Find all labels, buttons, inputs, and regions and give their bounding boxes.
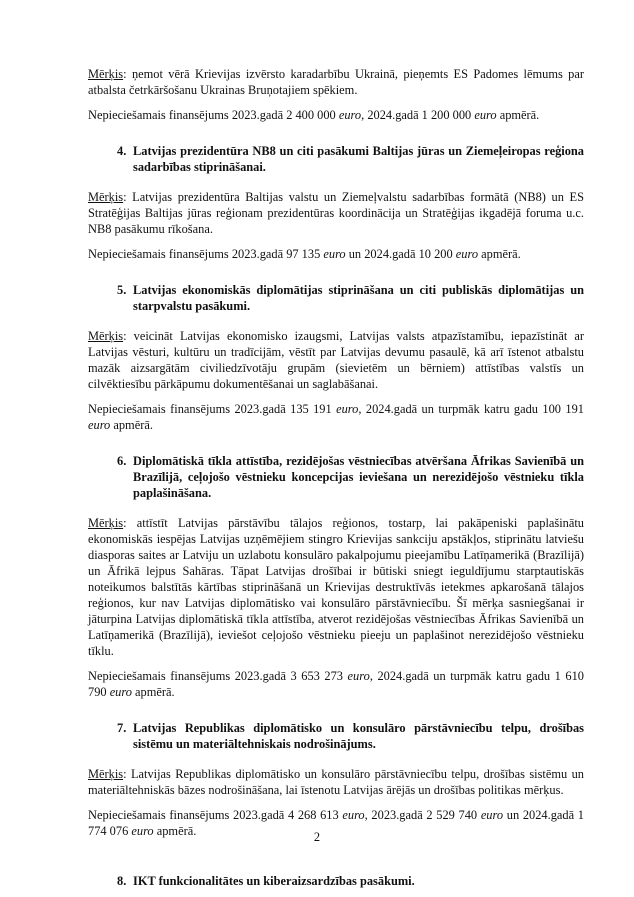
goal-label: Mērķis bbox=[88, 516, 124, 530]
goal-label: Mērķis bbox=[88, 190, 124, 204]
goal-paragraph bbox=[88, 328, 584, 392]
page-number: 2 bbox=[313, 830, 321, 844]
goal-text: : attīstīt Latvijas pārstāvību tālajos reģionos, tostarp, lai pakāpeniski paplašinātu ekonomiskās iespējas Latvijas uzņēmējiem stingro Krievijas sankciju apstākļos, stiprinātu latviešu diasporas saites ar Latviju un uzlabotu konsulāro pakalpojumu pieejamību Latīņamerikā (Brazīlijā) un Āfrikā lejpus Sahāras. Tāpat Latvijas drošībai ir būtiski sniegt ieguldījumu starptautiskās noteikumos balstītās kārtības stiprināšanā un Krievijas destruktīvās ietekmes apkarošanā tālajos reģionos, kur nav Latvijas diplomātisko vai konsulāro pārstāvniecību. Šī mērķa sasniegšanai ir jāturpina Latvijas diplomātiskā tīkla attīstība, atverot rezidējošas vēstniecības Āfrikas Savienībā un Latīņamerikā (Brazīlijā), ieviešot ceļojošo vēstnieku pieeju un paplašinot nerezidējošo vēstnieku tīklu. bbox=[88, 516, 584, 658]
currency-word: euro bbox=[323, 247, 346, 261]
funding-paragraph: Nepieciešamais finansējums 2023.gadā 135 191 euro, 2024.gadā un turpmāk katru gadu 100 191 euro apmērā. bbox=[88, 402, 584, 432]
funding-paragraph: Nepieciešamais finansējums 2023.gadā 3 653 273 euro, 2024.gadā un turpmāk katru gadu 1 610 790 euro apmērā. bbox=[88, 669, 585, 699]
currency-word: euro bbox=[342, 808, 365, 822]
goal-label: Mērķis bbox=[88, 767, 124, 781]
goal-label: Mērķis bbox=[88, 329, 124, 343]
section-title: Latvijas Republikas diplomātisko un konsulāro pārstāvniecību telpu, drošības sistēmu un materiāltehniskais nodrošinājums. bbox=[133, 721, 584, 751]
goal-paragraph bbox=[88, 189, 584, 237]
goal-text: : ņemot vērā Krievijas izvērsto karadarbību Ukrainā, pieņemts ES Padomes lēmums par atbalsta četrkāršošanu Ukrainas Bruņotajiem spēkiem. bbox=[88, 67, 584, 97]
goal-text: : veicināt Latvijas ekonomisko izaugsmi, Latvijas valsts atpazīstamību, iepazīstināt ar Latvijas vēsturi, kultūru un tradīcijām, vēstīt par Latvijas devumu pasaulē, kā arī īstenot atbalstu mazāk aizsargātām civiliedzīvotāju grupām (sievietēm un bērniem) attīstības valstīs un cilvēktiesību pārkāpumu dokumentēšanai un saglabāšanai. bbox=[88, 329, 584, 391]
section-number: 5. bbox=[117, 283, 127, 297]
currency-word: euro bbox=[347, 669, 370, 683]
section-title: IKT funkcionalitātes un kiberaizsardzības pasākumi. bbox=[133, 874, 415, 888]
goal-paragraph bbox=[88, 515, 584, 659]
section-number: 8. bbox=[117, 874, 127, 888]
currency-word: euro bbox=[480, 808, 504, 822]
document-page bbox=[88, 66, 584, 889]
goal-paragraph bbox=[88, 66, 584, 98]
section-heading bbox=[117, 873, 584, 889]
currency-word: euro bbox=[109, 685, 132, 699]
funding-paragraph: Nepieciešamais finansējums 2023.gadā 2 400 000 euro, 2024.gadā 1 200 000 euro apmērā. bbox=[88, 108, 540, 122]
currency-word: euro bbox=[131, 824, 154, 838]
section-heading bbox=[117, 282, 584, 314]
goal-text: : Latvijas Republikas diplomātisko un konsulāro pārstāvniecību telpu, drošības sistēmu un materiāltehniskās bāzes nodrošināšana, lai īstenotu Latvijas ārējās un drošības politikas mērķus. bbox=[88, 767, 584, 797]
section-heading bbox=[117, 453, 584, 501]
funding-paragraph: Nepieciešamais finansējums 2023.gadā 4 268 613 euro, 2023.gadā 2 529 740 euro un 2024.gadā 1 774 076 euro apmērā. bbox=[88, 808, 584, 838]
section-number: 7. bbox=[117, 721, 127, 735]
section-heading bbox=[117, 720, 584, 752]
section-title: Diplomātiskā tīkla attīstība, rezidējošas vēstniecības atvēršana Āfrikas Savienībā un Brazīlijā, ceļojošo vēstnieku koncepcijas ieviešana un nerezidējošo vēstnieku tīkla paplašināšana. bbox=[133, 454, 584, 500]
currency-word: euro bbox=[336, 402, 359, 416]
currency-word: euro bbox=[474, 108, 497, 122]
section-number: 6. bbox=[117, 454, 127, 468]
currency-word: euro bbox=[455, 247, 479, 261]
goal-label: Mērķis bbox=[88, 67, 124, 81]
currency-word: euro bbox=[88, 418, 111, 432]
section-title: Latvijas prezidentūra NB8 un citi pasākumi Baltijas jūras un Ziemeļeiropas reģiona sadarbības stiprināšanai. bbox=[133, 144, 584, 174]
section-number: 4. bbox=[117, 144, 127, 158]
currency-word: euro bbox=[338, 108, 362, 122]
section-title: Latvijas ekonomiskās diplomātijas stiprināšana un citi publiskās diplomātijas un starpvalstu pasākumi. bbox=[133, 283, 584, 313]
goal-paragraph bbox=[88, 766, 584, 798]
funding-paragraph: Nepieciešamais finansējums 2023.gadā 97 135 euro un 2024.gadā 10 200 euro apmērā. bbox=[88, 247, 521, 261]
goal-text: : Latvijas prezidentūra Baltijas valstu un Ziemeļvalstu sadarbības formātā (NB8) un ES Stratēģijas Baltijas jūras reģionam prezidentūras koordinācija un Stratēģijas ikgadējā foruma u.c. NB8 pasākumu rīkošana. bbox=[88, 190, 584, 236]
section-heading bbox=[117, 143, 584, 175]
